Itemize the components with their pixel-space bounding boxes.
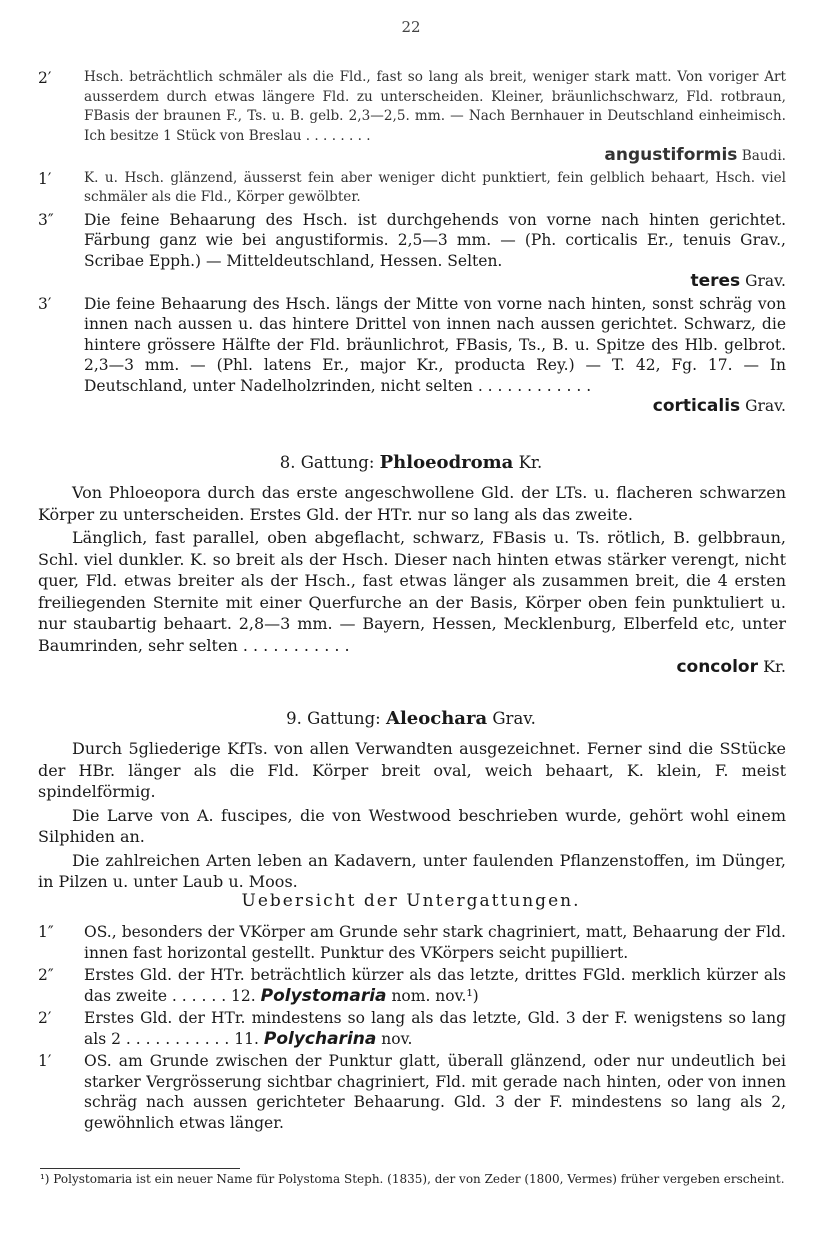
subgenus-name: Polystomaria <box>260 985 387 1006</box>
genus-name: Phloeodroma <box>379 452 514 473</box>
entry-text: Die feine Behaarung des Hsch. ist durchgehends von vorne nach hinten gerichtet. Färbung ganz wie bei angustiformis. 2,5—3 mm. — (Ph. corticalis Er., tenuis Grav., Scribae Epph.) — Mitteldeutschland, Hessen. Selten. <box>84 210 786 270</box>
heading-prefix: 9. Gattung: <box>286 709 381 728</box>
key-section-a <box>0 68 822 417</box>
genus-heading <box>0 708 822 730</box>
key-number: 3′ <box>38 294 52 313</box>
paragraph: Die Larve von A. fuscipes, die von Westwood beschrieben wurde, gehört wohl einem Silphiden an. <box>38 805 786 846</box>
species-name: teres <box>690 271 741 291</box>
key-entry <box>0 1051 822 1133</box>
nomenclature-note: nov. <box>381 1029 413 1048</box>
species-author: Baudi. <box>741 148 786 164</box>
paragraph <box>38 527 786 679</box>
paragraph: Die zahlreichen Arten leben an Kadavern, unter faulenden Pflanzenstoffen, im Dünger, in Pilzen u. unter Laub u. Moos. <box>38 850 786 891</box>
key-number: 1′ <box>38 169 52 188</box>
entry-text: Erstes Gld. der HTr. mindestens so lang als das letzte, Gld. 3 der F. wenigstens so lang als 2 . . . . . . . . . . . 11. <box>84 1009 786 1048</box>
entry-text: OS., besonders der VKörper am Grunde sehr stark chagriniert, matt, Behaarung der Fld. innen fast horizontal gestellt. Punktur des VKörpers seicht pupilliert. <box>84 923 786 962</box>
paragraph: Durch 5gliederige KfTs. von allen Verwandten ausgezeichnet. Ferner sind die SStücke der HBr. länger als die Fld. Körper breit oval, weich behaart, K. klein, F. meist spindelförmig. <box>38 739 786 801</box>
key-entry <box>0 169 822 208</box>
key-number: 2′ <box>38 1009 52 1027</box>
nomenclature-note: nom. nov.¹) <box>391 986 479 1005</box>
genus-section-9 <box>0 708 822 893</box>
genus-name: Aleochara <box>386 708 488 729</box>
key-entry <box>0 965 822 1006</box>
entry-text: OS. am Grunde zwischen der Punktur glatt, überall glänzend, oder nur undeutlich bei starker Vergrösserung sichtbar chagriniert, Fld. mit gerade nach hinten, oder von innen schräg nach aussen gerichteter Behaarung. Gld. 3 der F. mindestens so lang als 2, gewöhnlich etwas länger. <box>84 1052 786 1132</box>
heading-prefix: 8. Gattung: <box>279 453 375 472</box>
page-number: 22 <box>401 18 421 36</box>
genus-author: Kr. <box>518 453 543 472</box>
entry-text: Die feine Behaarung des Hsch. längs der Mitte von vorne nach hinten, sonst schräg von innen nach aussen u. das hintere Drittel von innen nach aussen gerichtet. Schwarz, die hintere grössere Hälfte der Fld. bräunlichrot, FBasis, Ts., B. u. Spitze des Hlb. gelbrot. 2,3—3 mm. — (Phl. latens Er., major Kr., producta Rey.) — T. 42, Fg. 17. — In Deutschland, unter Nadelholzrinden, nicht selten . . . . . . . . . . . . <box>84 294 786 395</box>
key-number: 1′ <box>38 1052 52 1070</box>
footnote-divider <box>40 1168 240 1169</box>
species-line <box>38 656 786 679</box>
species-author: Kr. <box>763 657 786 676</box>
key-number: 1″ <box>38 923 54 941</box>
footnote: ¹) Polystomaria ist ein neuer Name für Polystoma Steph. (1835), der von Zeder (1800, Vermes) früher vergeben erscheint. <box>40 1172 785 1186</box>
species-line <box>84 271 786 292</box>
key-number: 2″ <box>38 966 54 984</box>
entry-text: K. u. Hsch. glänzend, äusserst fein aber weniger dicht punktiert, fein gelblich behaart, Hsch. viel schmäler als die Fld., Körper gewölbter. <box>84 169 786 205</box>
key-number: 3″ <box>38 210 54 229</box>
entry-text: Hsch. beträchtlich schmäler als die Fld., fast so lang als breit, weniger stark matt. Von voriger Art ausserdem durch etwas längere Fld. zu unterscheiden. Kleiner, bräunlichschwarz, Fld. rotbraun, FBasis der braunen F., Ts. u. B. gelb. 2,3—2,5. mm. — Nach Bernhauer in Deutschland einheimisch. Ich besitze 1 Stück von Breslau . . . . . . . . <box>84 69 786 144</box>
species-name: angustiformis <box>604 145 738 165</box>
species-name: concolor <box>676 657 758 677</box>
species-line <box>84 146 786 167</box>
genus-author: Grav. <box>492 709 536 728</box>
species-author: Grav. <box>745 272 786 290</box>
subgenus-key <box>0 890 822 1133</box>
genus-heading <box>0 452 822 474</box>
species-line <box>84 396 786 417</box>
key-entry <box>0 68 822 167</box>
key-entry <box>0 922 822 963</box>
key-entry <box>0 1008 822 1049</box>
species-name: corticalis <box>652 396 741 416</box>
paragraph: Von Phloeopora durch das erste angeschwollene Gld. der LTs. u. flacheren schwarzen Körper zu unterscheiden. Erstes Gld. der HTr. nur so lang als das zweite. <box>38 483 786 524</box>
key-number: 2′ <box>38 69 52 87</box>
paragraph-text: Länglich, fast parallel, oben abgeflacht, schwarz, FBasis u. Ts. rötlich, B. gelbbraun, Schl. viel dunkler. K. so breit als der Hsch. Dieser nach hinten etwas stärker verengt, nicht quer, Fld. etwas breiter als der Hsch., fast etwas länger als zusammen breit, die 4 ersten freiliegenden Sternite mit einer Querfurche an der Basis, Körper oben fein punktuliert u. nur staubartig behaart. 2,8—3 mm. — Bayern, Hessen, Mecklenburg, Elberfeld etc, unter Baumrinden, sehr selten . . . . . . . . . . . <box>38 528 786 655</box>
key-entry <box>0 294 822 417</box>
entry-text: Erstes Gld. der HTr. beträchtlich kürzer als das letzte, drittes FGld. merklich kürzer als das zweite . . . . . . 12. <box>84 966 786 1005</box>
subgenus-name: Polycharina <box>263 1028 377 1049</box>
genus-section-8 <box>0 452 822 679</box>
section-heading: Uebersicht der Untergattungen. <box>241 891 581 911</box>
key-entry <box>0 210 822 292</box>
species-author: Grav. <box>745 397 786 415</box>
